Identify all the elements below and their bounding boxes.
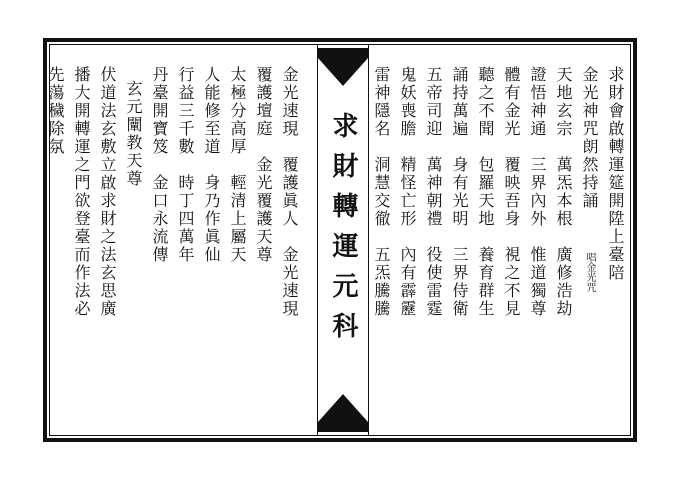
text-column: 誦持萬遍 身有光明 三界侍衛	[450, 66, 469, 318]
text-column: 聽之不聞 包羅天地 養育群生	[476, 66, 495, 318]
text-column: 人能修至道 身乃作眞仙	[202, 66, 221, 264]
right-page	[373, 52, 629, 428]
text-column: 鬼妖喪膽 精怪亡形 內有霹靂	[398, 66, 417, 318]
text-column: 行益三千數 時丁四萬年	[176, 66, 195, 264]
text-column: 丹臺開寶笈 金口永流傳	[150, 66, 169, 264]
book-spread	[43, 38, 637, 442]
text-column: 雷神隱名 洞慧交徹 五炁騰騰	[372, 66, 391, 318]
text-column: 玄元闡教天尊	[124, 80, 143, 188]
text-column: 金光速現 覆護眞人 金光速現	[280, 66, 299, 318]
text-column: 求財會啟轉運筵開陞上臺陪	[606, 66, 625, 282]
fish-tail-ornament-bottom	[318, 394, 368, 432]
text-column: 五帝司迎 萬神朝禮 役使雷霆	[424, 66, 443, 318]
book-title: 求財轉運元科	[328, 112, 358, 352]
text-column: 金光神咒朗然持誦	[580, 66, 599, 210]
fish-tail-ornament-top	[318, 48, 368, 86]
text-column: 先蕩穢除氛	[46, 66, 65, 156]
text-column: 播大開轉運之門欲登臺而作法必	[72, 66, 91, 318]
left-page	[46, 52, 315, 428]
text-column: 覆護壇庭 金光覆護天尊	[254, 66, 273, 264]
spine-rule	[317, 44, 318, 436]
spine-rule	[368, 44, 369, 436]
chant-note: 唱金光咒	[584, 252, 595, 292]
text-column: 天地玄宗 萬炁本根 廣修浩劫	[554, 66, 573, 318]
book-spine	[317, 44, 369, 436]
text-column: 體有金光 覆映吾身 視之不見	[502, 66, 521, 318]
text-column: 太極分高厚 輕清上屬天	[228, 66, 247, 264]
text-column: 證悟神通 三界內外 惟道獨尊	[528, 66, 547, 318]
text-column: 伏道法玄敷立啟求財之法玄思廣	[98, 66, 117, 318]
